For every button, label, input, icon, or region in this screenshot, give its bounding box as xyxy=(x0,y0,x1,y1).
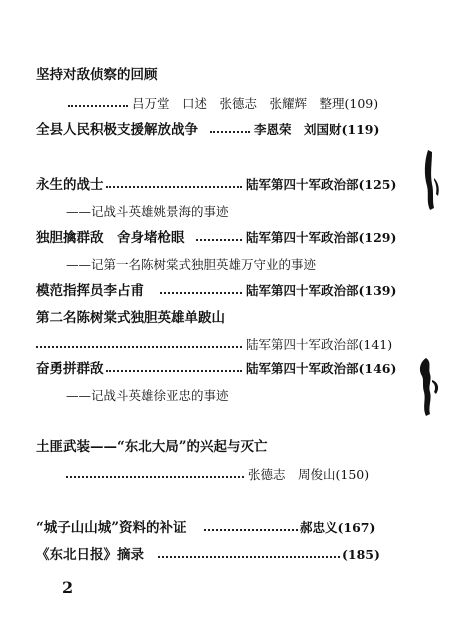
page-number: 2 xyxy=(62,578,74,597)
entry-title: 坚持对敌侦察的回顾 xyxy=(36,67,158,83)
entry-title: 模范指挥员李占甫 xyxy=(36,283,144,299)
entry-title: 《东北日报》摘录 xyxy=(36,547,144,563)
entry-title: 第二名陈树棠式独胆英雄单跛山 xyxy=(36,310,225,326)
leader-dots xyxy=(106,370,242,372)
entry-credit: 吕万堂 口述 张德志 张耀辉 整理(109) xyxy=(132,96,379,111)
leader-dots xyxy=(66,476,244,478)
entry-credit: 李恩荣 刘国财(119) xyxy=(254,122,380,137)
scan-mark-upper xyxy=(420,148,442,212)
leader-dots xyxy=(210,131,250,133)
leader-dots xyxy=(158,556,340,558)
entry-credit: (185) xyxy=(342,547,380,562)
entry-credit: 张德志 周俊山(150) xyxy=(248,467,370,482)
entry-credit: 郝忠义(167) xyxy=(300,520,376,535)
scan-mark-lower xyxy=(414,356,444,418)
entry-title: 全县人民积极支援解放战争 xyxy=(36,122,198,138)
entry-subtitle: ——记战斗英雄徐亚忠的事迹 xyxy=(66,388,229,403)
entry-credit: 陆军第四十军政治部(129) xyxy=(246,230,397,245)
leader-dots xyxy=(106,186,242,188)
leader-dots xyxy=(36,346,242,348)
entry-title: 土匪武装——“东北大局”的兴起与灭亡 xyxy=(36,439,268,455)
leader-dots xyxy=(68,105,128,107)
entry-subtitle: ——记战斗英雄姚景海的事迹 xyxy=(66,204,229,219)
leader-dots xyxy=(160,292,242,294)
entry-title: 奋勇拼群敌 xyxy=(36,361,104,377)
entry-subtitle: ——记第一名陈树棠式独胆英雄万守业的事迹 xyxy=(66,257,317,272)
leader-dots xyxy=(204,529,298,531)
entry-title: 永生的战士 xyxy=(36,177,104,193)
entry-credit: 陆军第四十军政治部(139) xyxy=(246,283,397,298)
entry-title: 独胆擒群敌 舍身堵枪眼 xyxy=(36,230,185,246)
entry-credit: 陆军第四十军政治部(146) xyxy=(246,361,397,376)
leader-dots xyxy=(196,239,242,241)
entry-credit: 陆军第四十军政治部(141) xyxy=(246,337,393,352)
entry-title: “城子山山城”资料的补证 xyxy=(36,520,187,536)
entry-credit: 陆军第四十军政治部(125) xyxy=(246,177,397,192)
